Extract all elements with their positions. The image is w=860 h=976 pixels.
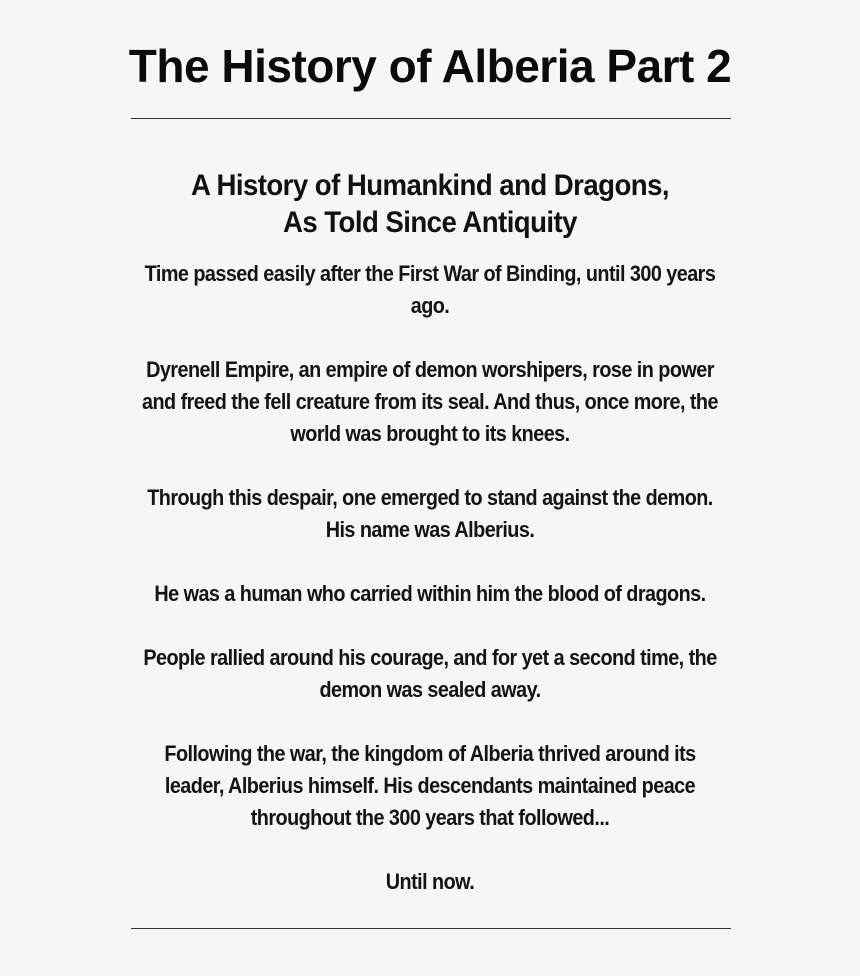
paragraph-dragon-blood: He was a human who carried within him the blood of dragons. [154,581,706,606]
paragraph-until-now: Until now. [385,869,475,894]
paragraph-dyrenell-empire: Dyrenell Empire, an empire of demon worshipers, rose in power and freed the fell creature from its seal. And thus, once more, the world was brought to its knees. [142,357,718,446]
paragraph-first-war: Time passed easily after the First War of Binding, until 300 years ago. [144,261,716,318]
paragraph-sealed-away: People rallied around his courage, and for yet a second time, the demon was sealed away. [143,645,717,702]
page-title: The History of Alberia Part 2 [128,40,732,92]
top-divider [131,118,731,119]
story-body [142,258,718,898]
section-heading [154,167,706,241]
bottom-divider [131,928,731,929]
section-heading-line-2: As Told Since Antiquity [283,206,577,239]
paragraph-kingdom-thrived: Following the war, the kingdom of Alberia thrived around its leader, Alberius himself. His descendants maintained peace throughout the 300 years that followed... [164,741,696,830]
paragraph-despair: Through this despair, one emerged to stand against the demon. His name was Alberius. [147,485,713,542]
section-heading-line-1: A History of Humankind and Dragons, [190,169,670,202]
